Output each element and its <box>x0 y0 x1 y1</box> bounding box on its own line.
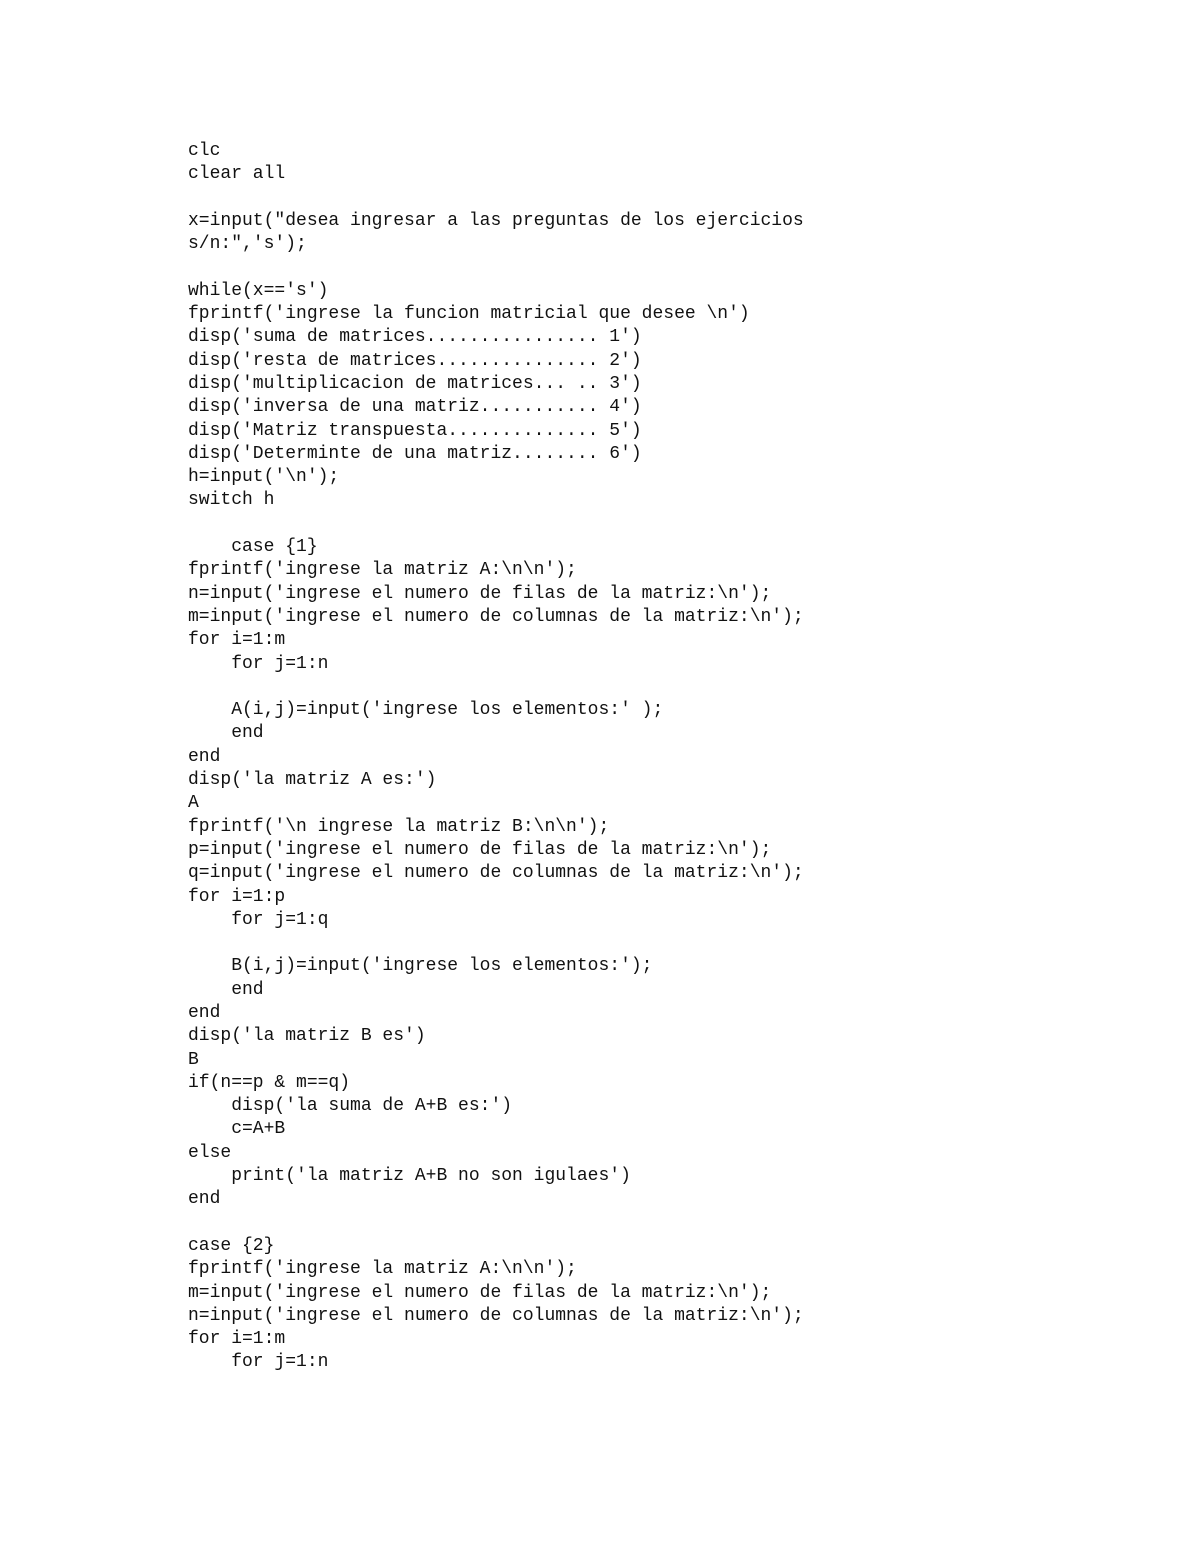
code-line: end <box>188 746 221 767</box>
code-line: end <box>188 1189 221 1210</box>
code-line: fprintf('ingrese la matriz A:\n\n'); <box>188 560 577 581</box>
code-line <box>188 513 1148 536</box>
code-line: fprintf('ingrese la funcion matricial que desee \n') <box>188 304 750 325</box>
code-line: n=input('ingrese el numero de columnas de la matriz:\n'); <box>188 1305 804 1326</box>
code-line: h=input('\n'); <box>188 467 340 488</box>
code-line <box>188 932 1148 955</box>
code-line: for i=1:p <box>188 886 286 907</box>
code-line <box>188 1212 1148 1235</box>
code-line: disp('suma de matrices................ 1') <box>188 327 642 348</box>
code-line: disp('Determinte de una matriz........ 6') <box>188 443 642 464</box>
code-line: fprintf('ingrese la matriz A:\n\n'); <box>188 1259 577 1280</box>
code-line: m=input('ingrese el numero de filas de la matriz:\n'); <box>188 1282 772 1303</box>
code-line: disp('inversa de una matriz........... 4') <box>188 397 642 418</box>
code-line: print('la matriz A+B no son igulaes') <box>188 1166 631 1187</box>
code-line: disp('la suma de A+B es:') <box>188 1096 513 1117</box>
code-line: for j=1:q <box>188 909 329 930</box>
code-line: disp('resta de matrices............... 2') <box>188 350 642 371</box>
code-line: while(x=='s') <box>188 280 329 301</box>
code-line: for i=1:m <box>188 630 286 651</box>
code-line: disp('la matriz A es:') <box>188 770 437 791</box>
code-line: for i=1:m <box>188 1329 286 1350</box>
code-line: clc <box>188 141 221 161</box>
code-line: else <box>188 1142 232 1163</box>
code-line: B <box>188 1049 199 1070</box>
code-line: switch h <box>188 490 275 511</box>
code-line: if(n==p & m==q) <box>188 1072 351 1093</box>
code-line: n=input('ingrese el numero de filas de la matriz:\n'); <box>188 583 772 604</box>
code-line: end <box>188 979 264 1000</box>
code-line: end <box>188 1002 221 1023</box>
code-line <box>188 676 1148 699</box>
code-line: disp('la matriz B es') <box>188 1026 426 1047</box>
code-line <box>188 256 1148 279</box>
code-line: disp('Matriz transpuesta.............. 5') <box>188 420 642 441</box>
code-line: end <box>188 723 264 744</box>
code-line: A(i,j)=input('ingrese los elementos:' ); <box>188 700 664 721</box>
code-line: B(i,j)=input('ingrese los elementos:'); <box>188 956 653 977</box>
code-line: c=A+B <box>188 1119 286 1140</box>
code-line: for j=1:n <box>188 1352 329 1373</box>
code-line: for j=1:n <box>188 653 329 674</box>
code-line: case {2} <box>188 1235 275 1256</box>
code-line: disp('multiplicacion de matrices... .. 3') <box>188 373 642 394</box>
code-line: m=input('ingrese el numero de columnas de la matriz:\n'); <box>188 606 804 627</box>
code-line: x=input("desea ingresar a las preguntas de los ejercicios <box>188 210 804 231</box>
code-line: q=input('ingrese el numero de columnas de la matriz:\n'); <box>188 863 804 884</box>
code-listing <box>188 140 1148 1375</box>
code-line: A <box>188 793 199 814</box>
code-line: clear all <box>188 164 286 185</box>
code-line: fprintf('\n ingrese la matriz B:\n\n'); <box>188 816 610 837</box>
code-line: p=input('ingrese el numero de filas de la matriz:\n'); <box>188 839 772 860</box>
code-line: s/n:",'s'); <box>188 234 307 255</box>
code-line <box>188 187 1148 210</box>
code-line: case {1} <box>188 537 318 558</box>
